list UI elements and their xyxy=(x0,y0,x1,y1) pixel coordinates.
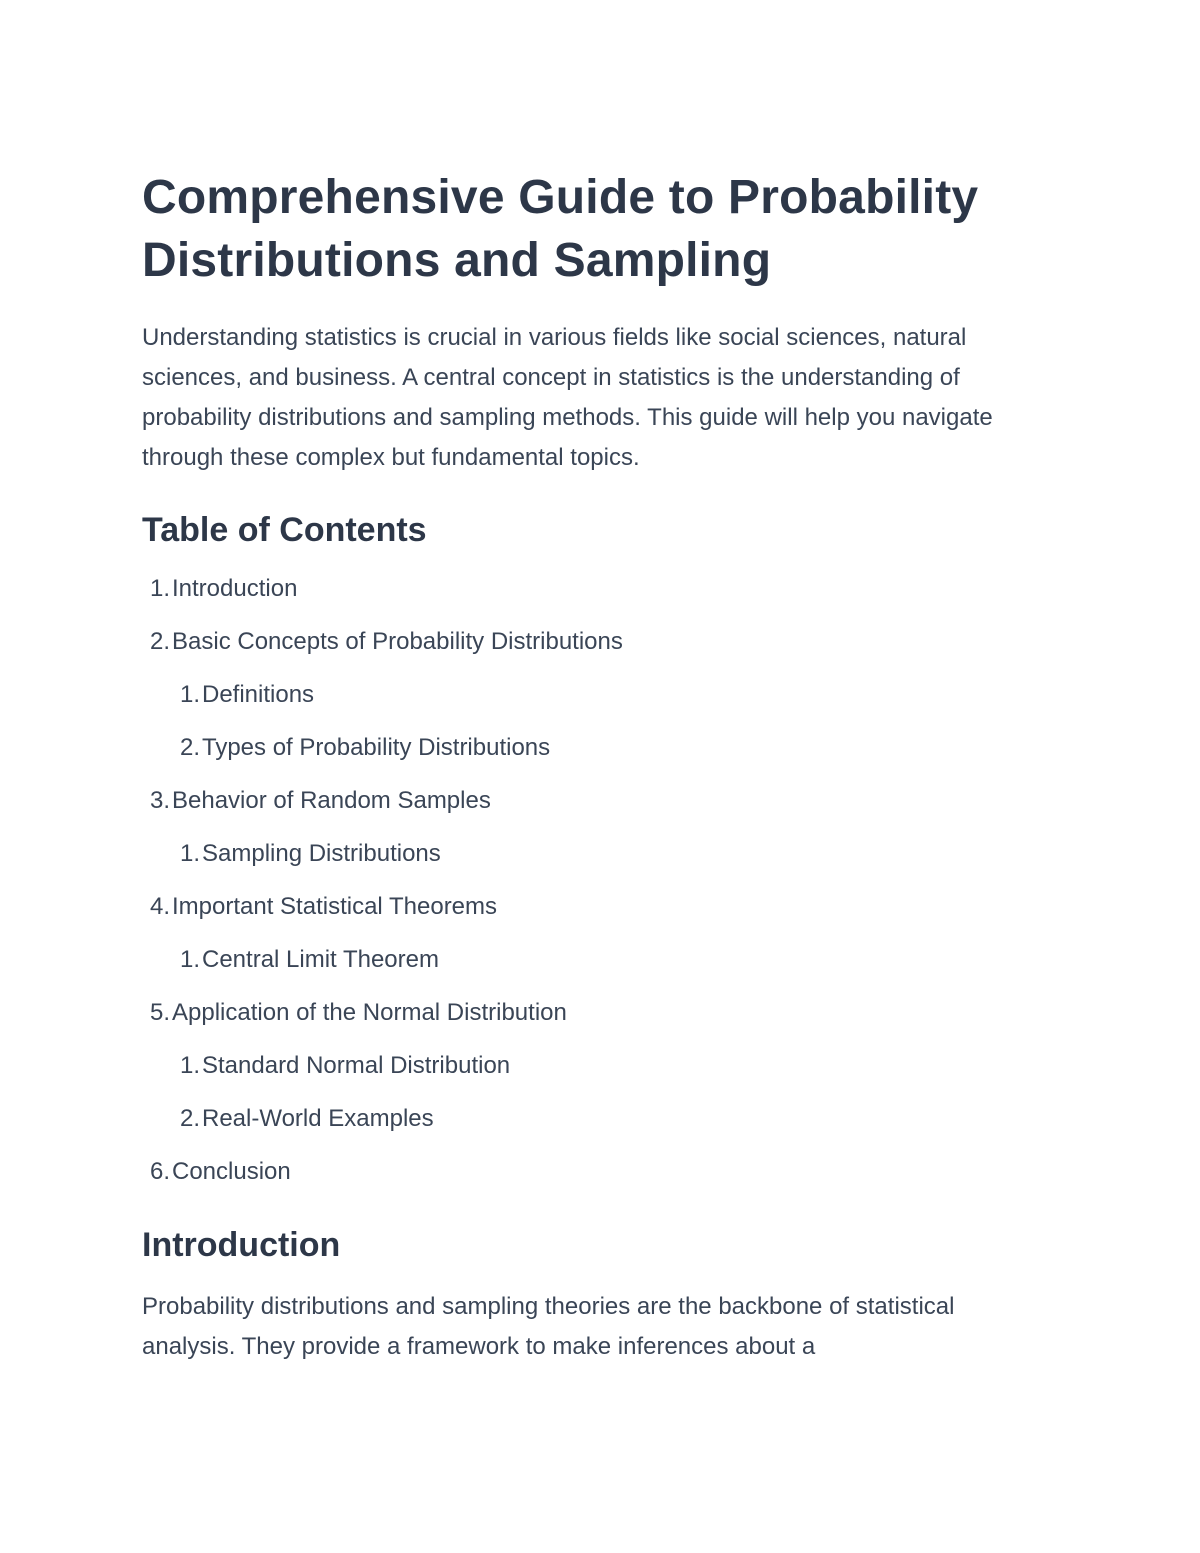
toc-item-label: Sampling Distributions xyxy=(202,840,441,867)
toc-subitem-real-world[interactable] xyxy=(142,1104,1042,1157)
toc-item-number: 2. xyxy=(179,1105,200,1132)
table-of-contents xyxy=(142,574,1042,1193)
toc-item-number: 4. xyxy=(149,893,170,920)
toc-item-label: Real-World Examples xyxy=(202,1105,434,1132)
toc-heading: Table of Contents xyxy=(142,511,427,549)
toc-item-theorems[interactable] xyxy=(142,892,1042,945)
toc-item-label: Conclusion xyxy=(172,1158,291,1185)
toc-item-label: Important Statistical Theorems xyxy=(172,893,498,920)
toc-item-basic-concepts[interactable] xyxy=(142,627,1042,680)
toc-item-number: 2. xyxy=(179,734,200,761)
section-paragraph: Probability distributions and sampling theories are the backbone of statistical analysis. They provide a framework to make inferences about a xyxy=(142,1293,955,1360)
intro-paragraph: Understanding statistics is crucial in various fields like social sciences, natural sciences, and business. A central concept in statistics is the understanding of probability distributions and sampling methods. This guide will help you navigate through these complex but fundamental topics. xyxy=(142,324,993,471)
toc-subitem-types[interactable] xyxy=(142,733,1042,786)
toc-item-number: 1. xyxy=(179,681,200,708)
toc-item-number: 1. xyxy=(179,1052,200,1079)
toc-item-number: 1. xyxy=(149,575,170,602)
toc-item-number: 1. xyxy=(179,840,200,867)
toc-subitem-standard-normal[interactable] xyxy=(142,1051,1042,1104)
toc-item-number: 6. xyxy=(149,1158,170,1185)
toc-item-normal-distribution[interactable] xyxy=(142,998,1042,1051)
toc-item-label: Basic Concepts of Probability Distributions xyxy=(172,628,623,655)
toc-item-number: 5. xyxy=(149,999,170,1026)
toc-item-label: Central Limit Theorem xyxy=(202,946,439,973)
toc-item-random-samples[interactable] xyxy=(142,786,1042,839)
toc-item-label: Introduction xyxy=(172,575,298,602)
toc-subitem-central-limit[interactable] xyxy=(142,945,1042,998)
toc-subitem-definitions[interactable] xyxy=(142,680,1042,733)
toc-item-number: 2. xyxy=(149,628,170,655)
document-title: Comprehensive Guide to Probability Distributions and Sampling xyxy=(142,171,979,287)
toc-subitem-sampling-distributions[interactable] xyxy=(142,839,1042,892)
section-heading-introduction: Introduction xyxy=(142,1226,341,1264)
toc-item-number: 1. xyxy=(179,946,200,973)
toc-item-label: Standard Normal Distribution xyxy=(202,1052,511,1079)
toc-item-label: Definitions xyxy=(202,681,315,708)
toc-item-introduction[interactable] xyxy=(142,574,1042,627)
toc-item-label: Types of Probability Distributions xyxy=(202,734,551,761)
toc-item-number: 3. xyxy=(149,787,170,814)
toc-item-conclusion[interactable] xyxy=(142,1157,1042,1193)
toc-item-label: Application of the Normal Distribution xyxy=(172,999,567,1026)
toc-item-label: Behavior of Random Samples xyxy=(172,787,491,814)
document-page xyxy=(142,166,1042,1367)
